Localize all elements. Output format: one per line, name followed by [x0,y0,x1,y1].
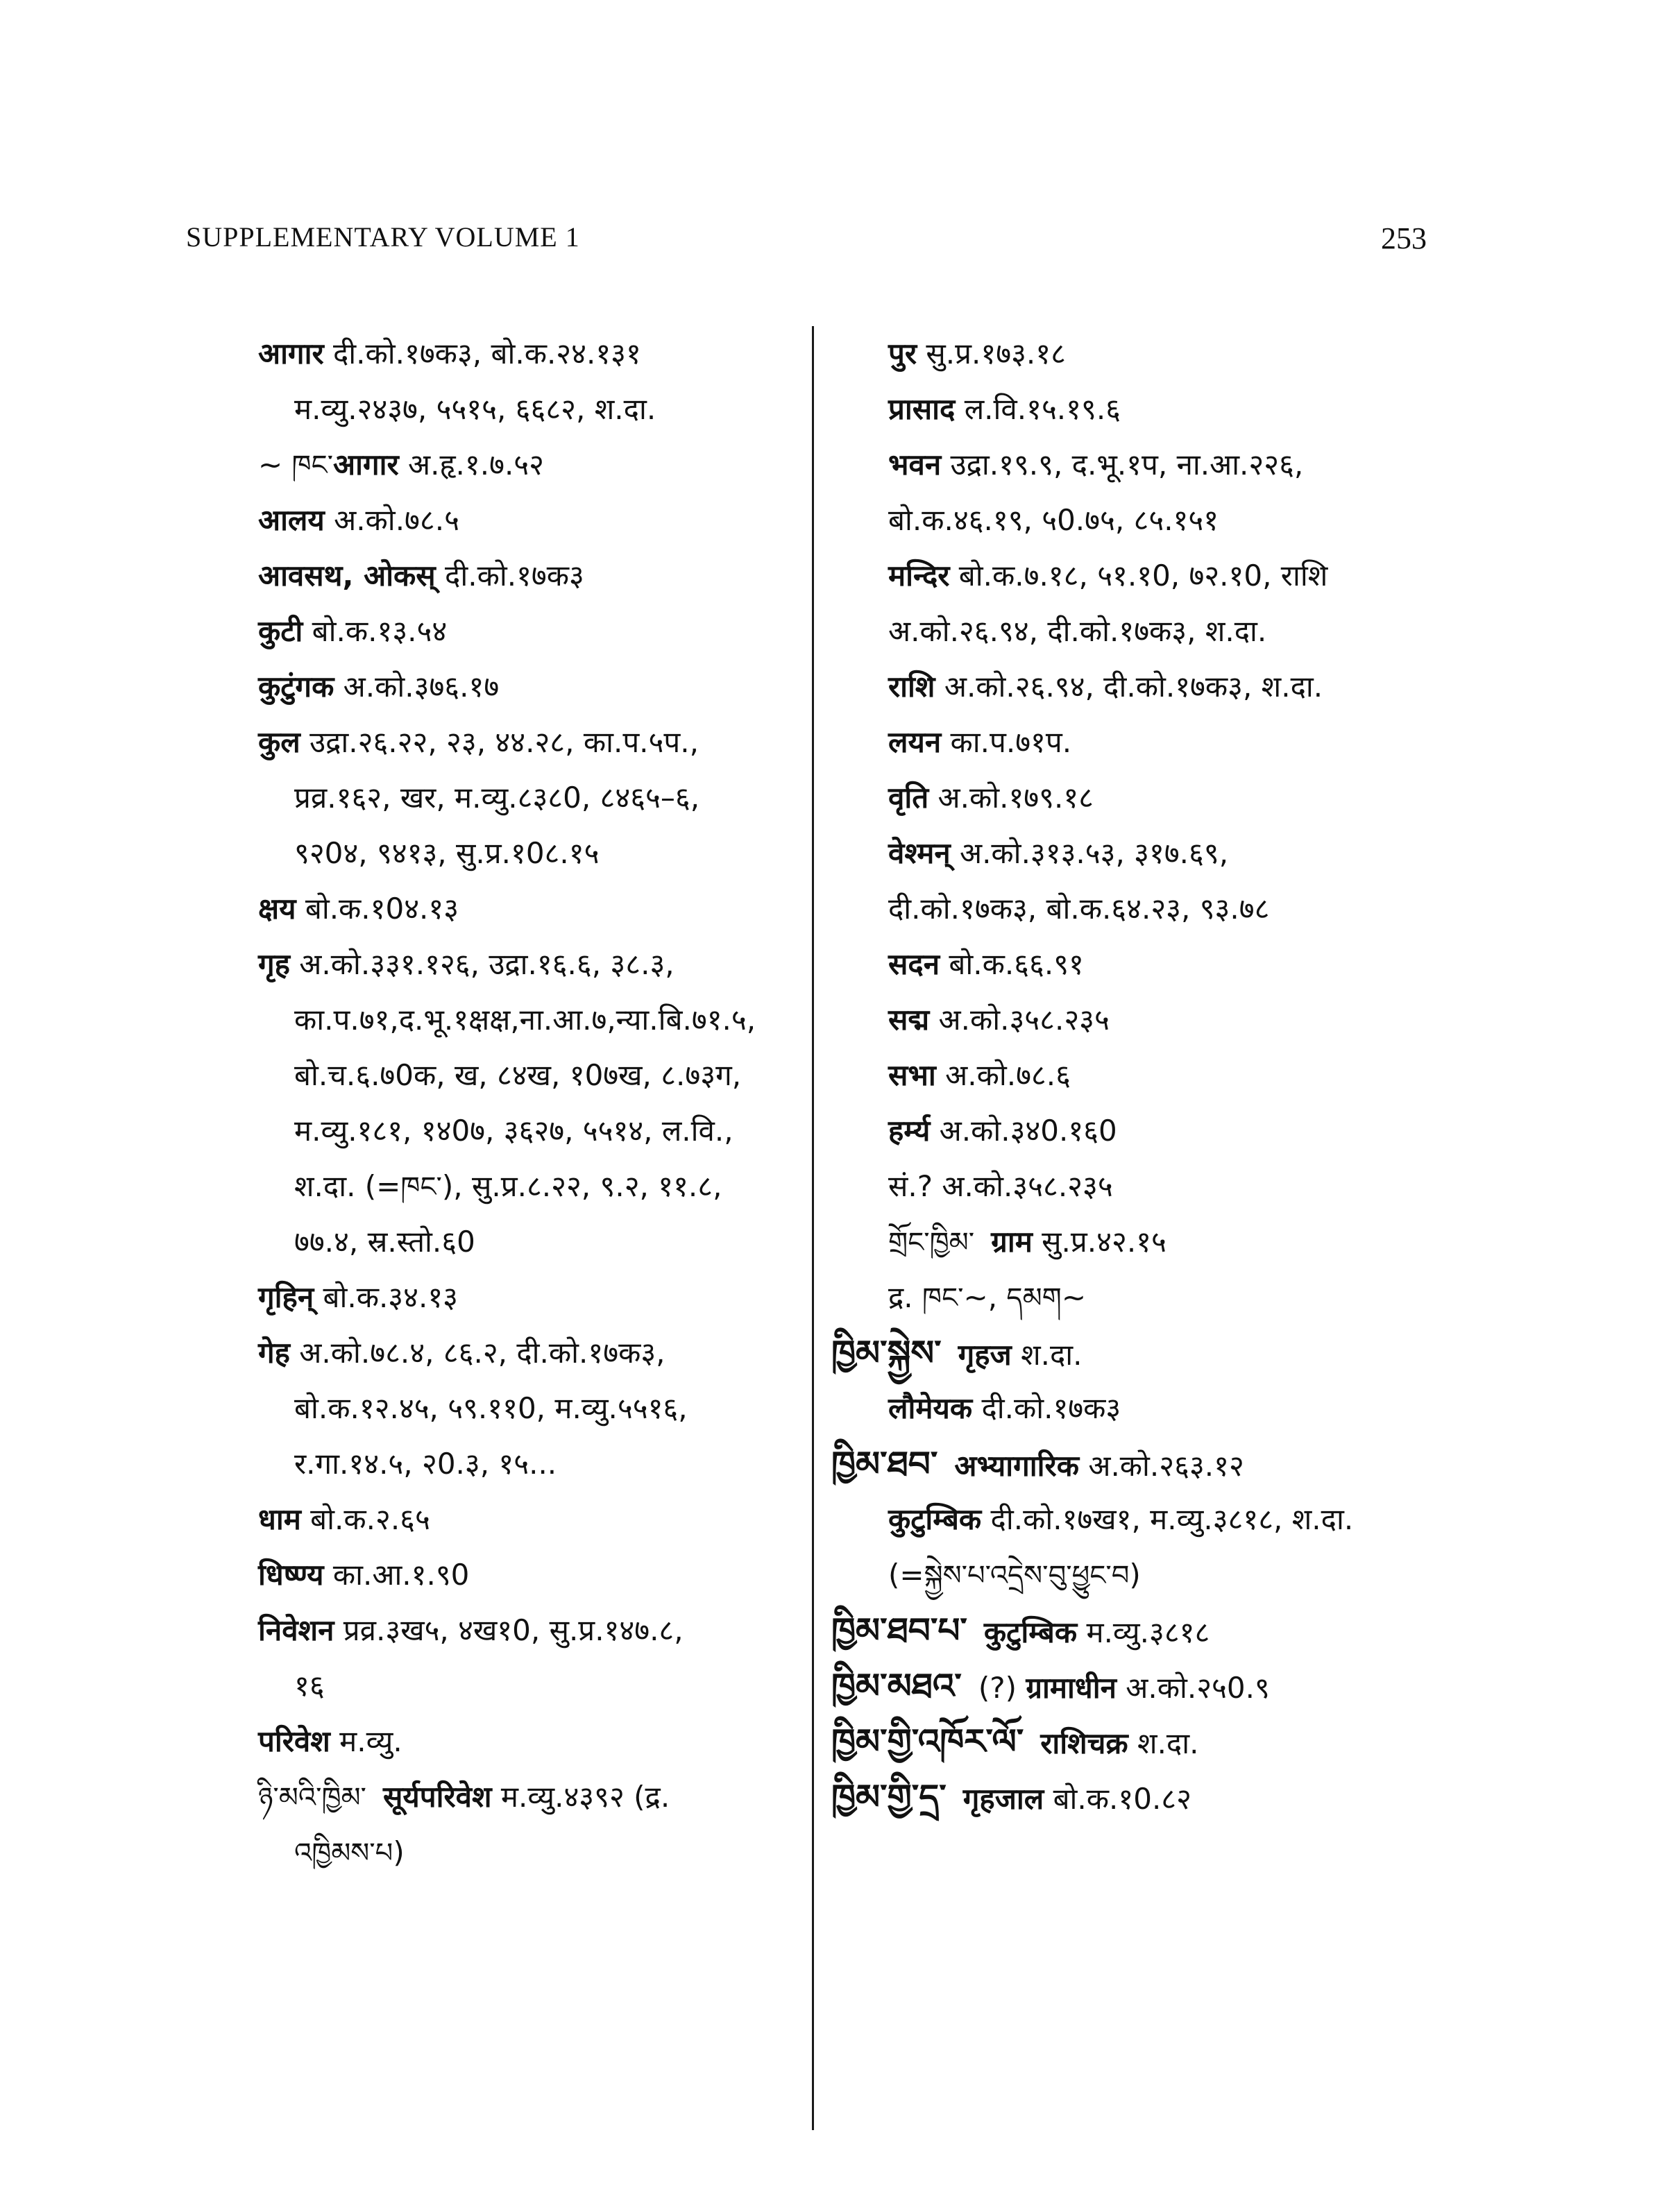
citation-text: सु.प्र.४२.१५ [1032,1225,1166,1259]
citation-text: अ.को.३७६.१७ [334,670,500,704]
sanskrit-headword: सदन [888,947,940,981]
sanskrit-headword: मन्दिर [888,559,950,593]
dictionary-entry [258,604,799,659]
citation-text: सु.प्र.१७३.१८ [917,337,1066,371]
citation-text: म.व्यु.१८१, १४0७, ३६२७, ५५१४, ल.वि., [294,1114,733,1148]
entry-continuation-line [831,1159,1525,1214]
citation-text: अ.को.२६.९४, दी.को.१७क३, श.दा. [935,670,1323,704]
citation-text: उद्रा.१९.९, द.भू.१प, ना.आ.२२६, [941,448,1304,482]
citation-text: म.व्यु.४३९२ (द्र. [491,1780,670,1814]
dictionary-entry [258,326,799,382]
dictionary-entry [258,937,799,992]
citation-text: ), सु.प्र.८.२२, ९.२, ११.८, [441,1169,722,1203]
dictionary-entry [831,548,1525,604]
tibetan-text: ཁང་ [400,1171,442,1203]
citation-text: अ.हृ.१.७.५२ [398,448,544,482]
dictionary-entry [258,881,799,937]
sanskrit-headword: भवन [888,448,942,482]
entry-continuation-line [831,1547,1525,1603]
sanskrit-headword: पुर [888,337,917,371]
citation-text: ~ [258,448,292,482]
entry-continuation-line [831,1214,1525,1270]
citation-text: अ.को.७८.५ [324,503,459,537]
tibetan-text: སྐྱེས་པ་འདྲེས་བུ་ཕྱུང་བ [924,1560,1130,1592]
dictionary-entry [831,382,1525,437]
entry-continuation-line [258,437,799,493]
citation-text: अ.को.२५0.९ [1116,1671,1270,1705]
entry-continuation-line [258,992,799,1048]
sanskrit-headword: गृहज [958,1338,1012,1372]
citation-text: सं.? अ.को.३५८.२३५ [888,1169,1113,1203]
sanskrit-headword: आलय [258,503,325,537]
sanskrit-headword: सभा [888,1058,936,1092]
dictionary-entry [831,1325,1525,1381]
dictionary-entry [831,1769,1525,1825]
dictionary-entry [258,1714,799,1769]
sanskrit-headword: आगार [333,448,399,482]
citation-text: बो.क.६६.९१ [940,947,1084,981]
entry-continuation-line [258,1159,799,1214]
dictionary-entry [831,715,1525,770]
citation-text: प्रव्र.१६२, खर, म.व्यु.८३८0, ८४६५–६, [294,781,700,815]
dictionary-entry [831,937,1525,992]
sanskrit-headword: आगार [258,337,324,371]
sanskrit-headword: धिष्ण्य [258,1558,324,1592]
dictionary-entry [831,659,1525,715]
sanskrit-headword: लौमेयक [888,1391,973,1425]
citation-text: ) [1129,1558,1141,1592]
dictionary-entry [831,1436,1525,1492]
citation-text: बो.क.१३.५४ [303,614,448,648]
citation-text: ९२0४, ९४१३, सु.प्र.१0८.१५ [294,836,600,870]
sanskrit-headword: गृहजाल [962,1782,1044,1816]
sanskrit-headword: प्रासाद [888,392,956,426]
entry-continuation-line [258,1658,799,1714]
entry-continuation-line [258,770,799,826]
entry-continuation-line [831,493,1525,548]
sanskrit-headword: गृह [258,947,290,981]
citation-text: बो.क.२.६५ [300,1502,430,1536]
tibetan-text: འཁྱིམས་པ [294,1837,393,1869]
entry-continuation-line [258,826,799,881]
sanskrit-headword: परिवेश [258,1724,330,1758]
column-divider [812,326,814,2130]
tibetan-headword: ཁྱིམ་མཐའ་ [831,1666,962,1706]
sanskrit-headword: लयन [888,725,942,759]
dictionary-entry [831,1603,1525,1658]
dictionary-entry [831,1381,1525,1436]
citation-text: बो.च.६.७0क, ख, ८४ख, १0७ख, ८.७३ग, [294,1058,742,1092]
sanskrit-headword: गेह [258,1336,290,1370]
citation-text: १६ [294,1669,325,1703]
sanskrit-headword: राशि [888,670,935,704]
sanskrit-headword: कुटुम्बिक [983,1615,1078,1649]
citation-text: बो.क.४६.१९, ५0.७५, ८५.१५१ [888,503,1219,537]
citation-text: दी.को.१७ख१, म.व्यु.३८१८, श.दा. [981,1502,1354,1536]
tibetan-headword: ཁྱིམ་ཐབ་ [831,1444,938,1484]
sanskrit-headword: कुटुंगक [258,670,334,704]
citation-text: ७७.४, स्र.स्तो.६0 [294,1225,475,1259]
citation-text: म.व्यु.३८१८ [1077,1615,1210,1649]
sanskrit-headword: वृति [888,781,929,815]
citation-text: अ.को.१७९.१८ [928,781,1094,815]
dictionary-entry [258,493,799,548]
dictionary-entry [831,1048,1525,1103]
citation-text: बो.क.३४.१३ [314,1280,459,1314]
entry-continuation-line [258,1436,799,1492]
sanskrit-headword: हर्म्य [888,1114,931,1148]
citation-text: श.दा. (= [294,1169,401,1203]
citation-text: का.आ.१.९0 [323,1558,470,1592]
citation-text: उद्रा.२६.२२, २३, ४४.२८, का.प.५प., [300,725,699,759]
citation-text: अ.को.७८.४, ८६.२, दी.को.१७क३, [289,1336,665,1370]
citation-text: र.गा.१४.५, २0.३, १५... [294,1447,557,1481]
sanskrit-headword: क्षय [258,892,296,926]
sanskrit-headword: कुटुम्बिक [888,1502,982,1536]
sanskrit-headword: सूर्यपरिवेश [382,1780,492,1814]
tibetan-text: ཁང་ [291,450,334,482]
citation-text: (?) [978,1671,1026,1705]
sanskrit-headword: गृहिन् [258,1280,314,1314]
dictionary-entry [831,992,1525,1048]
sanskrit-headword: अभ्यागारिक [954,1449,1079,1483]
entry-continuation-line [258,1214,799,1270]
right-column [831,326,1525,1825]
entry-continuation-line [258,1048,799,1103]
tibetan-text: ཁང་ [922,1282,964,1314]
citation-text: बो.क.१२.४५, ५९.११0, म.व्यु.५५१६, [294,1391,688,1425]
tibetan-text: དམག [1006,1282,1062,1314]
citation-text: दी.को.१७क३, बो.क.२४.१३१ [323,337,641,371]
dictionary-entry [258,1325,799,1381]
sanskrit-headword: ग्राम [991,1225,1033,1259]
sanskrit-headword: राशिचक्र [1040,1726,1128,1760]
sanskrit-headword: कुटी [258,614,303,648]
dictionary-entry [258,715,799,770]
running-head: SUPPLEMENTARY VOLUME 1 [186,221,580,253]
dictionary-entry [831,326,1525,382]
citation-text: म.व्यु.२४३७, ५५१५, ६६८२, श.दा. [294,392,656,426]
page-number: 253 [1381,221,1427,255]
entry-continuation-line [258,1103,799,1159]
sanskrit-headword: निवेशन [258,1613,334,1647]
entry-continuation-line [258,1381,799,1436]
citation-text: अ.को.३५८.२३५ [929,1003,1110,1037]
tibetan-text: ཉི་མའི་ཁྱིམ་ [258,1782,366,1814]
dictionary-entry [258,548,799,604]
dictionary-entry [258,1603,799,1658]
citation-text: प्रव्र.३ख५, ४ख१0, सु.प्र.१४७.८, [334,1613,684,1647]
tibetan-headword: ཁྱིམ་སྐྱེས་ [831,1333,942,1373]
citation-text: अ.को.७८.६ [935,1058,1071,1092]
citation-text: (= [888,1558,924,1592]
citation-text: ल.वि.१५.१९.६ [955,392,1121,426]
citation-text: का.प.७१प. [941,725,1072,759]
sanskrit-headword: आवसथ, ओकस् [258,559,436,593]
entry-continuation-line [831,881,1525,937]
entry-continuation-line [831,604,1525,659]
entry-continuation-line [258,1769,799,1825]
citation-text: बो.क.१0.८२ [1044,1782,1191,1816]
citation-text: का.प.७१,द.भू.१क्षक्ष,ना.आ.७,न्या.बि.७१.५, [294,1003,756,1037]
tibetan-headword: ཁྱིམ་གྱི་དྲ་ [831,1777,947,1817]
dictionary-entry [831,1492,1525,1547]
citation-text: दी.को.१७क३ [435,559,584,593]
citation-text: श.दा. [1011,1338,1083,1372]
citation-text: बो.क.१0४.१३ [296,892,459,926]
entry-continuation-line [258,1825,799,1880]
entry-continuation-line [831,1270,1525,1325]
citation-text: श.दा. [1128,1726,1199,1760]
dictionary-entry [258,1492,799,1547]
dictionary-entry [831,826,1525,881]
dictionary-entry [831,1103,1525,1159]
dictionary-entry [831,1658,1525,1714]
citation-text: दी.को.१७क३, बो.क.६४.२३, ९३.७८ [888,892,1270,926]
tibetan-text: གྲོང་ཁྱིམ་ [888,1227,975,1259]
dictionary-entry [258,1270,799,1325]
dictionary-entry [831,1714,1525,1769]
citation-text: ~ [1061,1280,1087,1314]
citation-text: अ.को.२६३.१२ [1079,1449,1244,1483]
citation-text: म.व्यु. [330,1724,402,1758]
dictionary-entry [831,437,1525,493]
sanskrit-headword: सद्म [888,1003,930,1037]
citation-text: ~, [963,1280,1007,1314]
citation-text: द्र. [888,1280,923,1314]
citation-text: ) [393,1835,405,1869]
citation-text: अ.को.२६.९४, दी.को.१७क३, श.दा. [888,614,1267,648]
sanskrit-headword: धाम [258,1502,301,1536]
sanskrit-headword: वेश्मन् [888,836,951,870]
entry-continuation-line [258,382,799,437]
dictionary-entry [258,1547,799,1603]
tibetan-headword: ཁྱིམ་གྱི་འཁོར་ལོ་ [831,1721,1024,1762]
citation-text: अ.को.३१३.५३, ३१७.६९, [950,836,1229,870]
sanskrit-headword: कुल [258,725,300,759]
citation-text: अ.को.३४0.१६0 [930,1114,1117,1148]
citation-text: अ.को.३३१.१२६, उद्रा.१६.६, ३८.३, [289,947,674,981]
citation-text: बो.क.७.१८, ५१.१0, ७२.१0, राशि [949,559,1328,593]
dictionary-entry [831,770,1525,826]
tibetan-headword: ཁྱིམ་ཐབ་པ་ [831,1610,967,1651]
left-column [258,326,799,1880]
citation-text: दी.को.१७क३ [972,1391,1121,1425]
sanskrit-headword: ग्रामाधीन [1026,1671,1117,1705]
dictionary-entry [258,659,799,715]
